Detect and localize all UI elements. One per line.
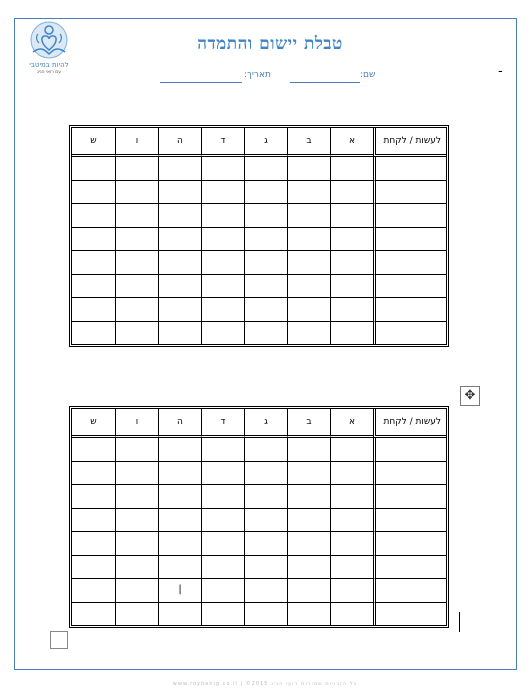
day-cell[interactable]: [244, 603, 287, 626]
header-day: ש: [72, 128, 115, 157]
day-cell[interactable]: [201, 462, 244, 486]
day-cell[interactable]: [330, 556, 373, 580]
todo-cell[interactable]: [373, 228, 446, 252]
day-cell[interactable]: [158, 579, 201, 603]
day-cell[interactable]: [158, 462, 201, 486]
day-cell[interactable]: [330, 603, 373, 626]
day-cell[interactable]: [287, 438, 330, 462]
day-cell[interactable]: [330, 157, 373, 181]
day-cell[interactable]: [201, 485, 244, 509]
day-cell[interactable]: [201, 438, 244, 462]
side-mark: -: [498, 64, 503, 79]
resize-square-icon[interactable]: [50, 631, 68, 649]
day-cell[interactable]: [244, 462, 287, 486]
day-cell[interactable]: [158, 603, 201, 626]
header-todo: לעשות / לקחת: [373, 409, 446, 438]
day-cell[interactable]: [72, 251, 115, 275]
table-row: [72, 556, 446, 580]
day-cell[interactable]: [244, 275, 287, 299]
day-cell[interactable]: [72, 532, 115, 556]
day-cell[interactable]: [72, 157, 115, 181]
todo-cell[interactable]: [373, 181, 446, 205]
schedule-table-2: [69, 406, 449, 628]
table-header-row: [72, 128, 446, 157]
day-cell[interactable]: [115, 298, 158, 322]
day-cell[interactable]: [330, 485, 373, 509]
day-cell[interactable]: [72, 204, 115, 228]
day-cell[interactable]: [330, 204, 373, 228]
day-cell[interactable]: [158, 322, 201, 345]
day-cell[interactable]: [158, 438, 201, 462]
day-cell[interactable]: [330, 509, 373, 533]
day-cell[interactable]: [244, 322, 287, 345]
day-cell[interactable]: [115, 251, 158, 275]
day-cell[interactable]: [115, 228, 158, 252]
day-cell[interactable]: [72, 579, 115, 603]
day-cell[interactable]: [201, 532, 244, 556]
day-cell[interactable]: [244, 228, 287, 252]
header-day: ב: [287, 128, 330, 157]
day-cell[interactable]: [201, 579, 244, 603]
day-cell[interactable]: [201, 603, 244, 626]
day-cell[interactable]: [158, 251, 201, 275]
logo-text: להיות במיטבי: [29, 61, 69, 69]
header-day: ו: [115, 409, 158, 438]
day-cell[interactable]: [330, 322, 373, 345]
day-cell[interactable]: [287, 532, 330, 556]
document-title: טבלת יישום והתמדה: [197, 34, 343, 54]
day-cell[interactable]: [330, 251, 373, 275]
day-cell[interactable]: [115, 462, 158, 486]
day-cell[interactable]: [72, 556, 115, 580]
day-cell[interactable]: [244, 204, 287, 228]
day-cell[interactable]: [330, 438, 373, 462]
date-label: תאריך:: [244, 70, 271, 80]
day-cell[interactable]: [158, 298, 201, 322]
header-day: ג: [244, 128, 287, 157]
day-cell[interactable]: [115, 556, 158, 580]
day-cell[interactable]: [158, 556, 201, 580]
day-cell[interactable]: [201, 298, 244, 322]
day-cell[interactable]: [201, 251, 244, 275]
day-cell[interactable]: [115, 509, 158, 533]
todo-cell[interactable]: [373, 603, 446, 626]
todo-cell[interactable]: [373, 275, 446, 299]
day-cell[interactable]: [287, 157, 330, 181]
day-cell[interactable]: [287, 298, 330, 322]
header-day: ג: [244, 409, 287, 438]
day-cell[interactable]: [201, 204, 244, 228]
table-row: [72, 204, 446, 228]
day-cell[interactable]: [244, 438, 287, 462]
table-row: [72, 438, 446, 462]
day-cell[interactable]: [158, 275, 201, 299]
table-row: [72, 603, 446, 626]
day-cell[interactable]: [287, 462, 330, 486]
table-row: [72, 509, 446, 533]
day-cell[interactable]: [201, 181, 244, 205]
todo-cell[interactable]: [373, 204, 446, 228]
schedule-table-1: [69, 125, 449, 347]
day-cell[interactable]: [201, 322, 244, 345]
todo-cell[interactable]: [373, 298, 446, 322]
day-cell[interactable]: [287, 603, 330, 626]
table-row: [72, 532, 446, 556]
table-row: [72, 181, 446, 205]
day-cell[interactable]: [287, 275, 330, 299]
day-cell[interactable]: [115, 181, 158, 205]
table-row: [72, 275, 446, 299]
day-cell[interactable]: [244, 485, 287, 509]
table-body: [72, 438, 446, 625]
todo-cell[interactable]: [373, 532, 446, 556]
day-cell[interactable]: [201, 228, 244, 252]
day-cell[interactable]: [287, 579, 330, 603]
header-day: א: [330, 128, 373, 157]
day-cell[interactable]: [115, 275, 158, 299]
todo-cell[interactable]: [373, 251, 446, 275]
day-cell[interactable]: [72, 181, 115, 205]
day-cell[interactable]: [330, 298, 373, 322]
day-cell[interactable]: [330, 275, 373, 299]
day-cell[interactable]: [72, 298, 115, 322]
day-cell[interactable]: [158, 228, 201, 252]
day-cell[interactable]: [287, 228, 330, 252]
day-cell[interactable]: [244, 251, 287, 275]
day-cell[interactable]: [287, 509, 330, 533]
date-field-line[interactable]: [160, 82, 242, 83]
day-cell[interactable]: [287, 322, 330, 345]
todo-cell[interactable]: [373, 579, 446, 603]
day-cell[interactable]: [330, 579, 373, 603]
todo-cell[interactable]: [373, 462, 446, 486]
footer-text: www.royhenig.co.il | ©2015 כל הזכויות שמורות רועי הניג: [172, 681, 358, 687]
table-row: [72, 157, 446, 181]
day-cell[interactable]: [201, 275, 244, 299]
name-field-line[interactable]: [290, 82, 360, 83]
day-cell[interactable]: [115, 603, 158, 626]
day-cell[interactable]: [287, 181, 330, 205]
todo-cell[interactable]: [373, 509, 446, 533]
cell-mark: |: [178, 584, 182, 596]
day-cell[interactable]: [244, 509, 287, 533]
todo-cell[interactable]: [373, 322, 446, 345]
header-day: א: [330, 409, 373, 438]
day-cell[interactable]: [72, 275, 115, 299]
day-cell[interactable]: [158, 181, 201, 205]
day-cell[interactable]: [244, 157, 287, 181]
day-cell[interactable]: [201, 556, 244, 580]
day-cell[interactable]: [72, 462, 115, 486]
day-cell[interactable]: [158, 509, 201, 533]
day-cell[interactable]: [115, 204, 158, 228]
todo-cell[interactable]: [373, 438, 446, 462]
table-body: [72, 157, 446, 344]
day-cell[interactable]: [330, 532, 373, 556]
table-row: [72, 251, 446, 275]
day-cell[interactable]: [115, 485, 158, 509]
header-day: ה: [158, 128, 201, 157]
day-cell[interactable]: [72, 438, 115, 462]
header-todo: לעשות / לקחת: [373, 128, 446, 157]
header-day: ש: [72, 409, 115, 438]
todo-cell[interactable]: [373, 485, 446, 509]
table-row: [72, 462, 446, 486]
header-day: ו: [115, 128, 158, 157]
day-cell[interactable]: [115, 322, 158, 345]
table-row: [72, 322, 446, 345]
table-row: [72, 579, 446, 603]
day-cell[interactable]: [72, 322, 115, 345]
table-row: [72, 485, 446, 509]
day-cell[interactable]: [244, 532, 287, 556]
day-cell[interactable]: [287, 556, 330, 580]
day-cell[interactable]: [72, 509, 115, 533]
name-label: שם:: [360, 70, 376, 80]
day-cell[interactable]: [158, 157, 201, 181]
header-day: ה: [158, 409, 201, 438]
day-cell[interactable]: [115, 532, 158, 556]
table-row: [72, 228, 446, 252]
move-arrows-icon[interactable]: ✥: [460, 386, 480, 406]
table-header-row: [72, 409, 446, 438]
day-cell[interactable]: [244, 579, 287, 603]
logo-subtitle: עם רואי הניג: [36, 70, 62, 75]
day-cell[interactable]: [158, 204, 201, 228]
day-cell[interactable]: [72, 228, 115, 252]
header-day: ד: [201, 409, 244, 438]
day-cell[interactable]: [158, 532, 201, 556]
day-cell[interactable]: [115, 438, 158, 462]
day-cell[interactable]: [201, 509, 244, 533]
day-cell[interactable]: [115, 579, 158, 603]
day-cell[interactable]: [72, 485, 115, 509]
day-cell[interactable]: [72, 603, 115, 626]
day-cell[interactable]: [115, 157, 158, 181]
header-day: ב: [287, 409, 330, 438]
todo-cell[interactable]: [373, 157, 446, 181]
day-cell[interactable]: [287, 485, 330, 509]
day-cell[interactable]: [287, 251, 330, 275]
day-cell[interactable]: [158, 485, 201, 509]
meditation-heart-icon: [25, 20, 73, 62]
day-cell[interactable]: [287, 204, 330, 228]
text-cursor: [459, 612, 460, 632]
day-cell[interactable]: [244, 181, 287, 205]
header-day: ד: [201, 128, 244, 157]
day-cell[interactable]: [201, 157, 244, 181]
day-cell[interactable]: [244, 298, 287, 322]
day-cell[interactable]: [330, 228, 373, 252]
day-cell[interactable]: [330, 181, 373, 205]
day-cell[interactable]: [244, 556, 287, 580]
day-cell[interactable]: [330, 462, 373, 486]
table-row: [72, 298, 446, 322]
todo-cell[interactable]: [373, 556, 446, 580]
